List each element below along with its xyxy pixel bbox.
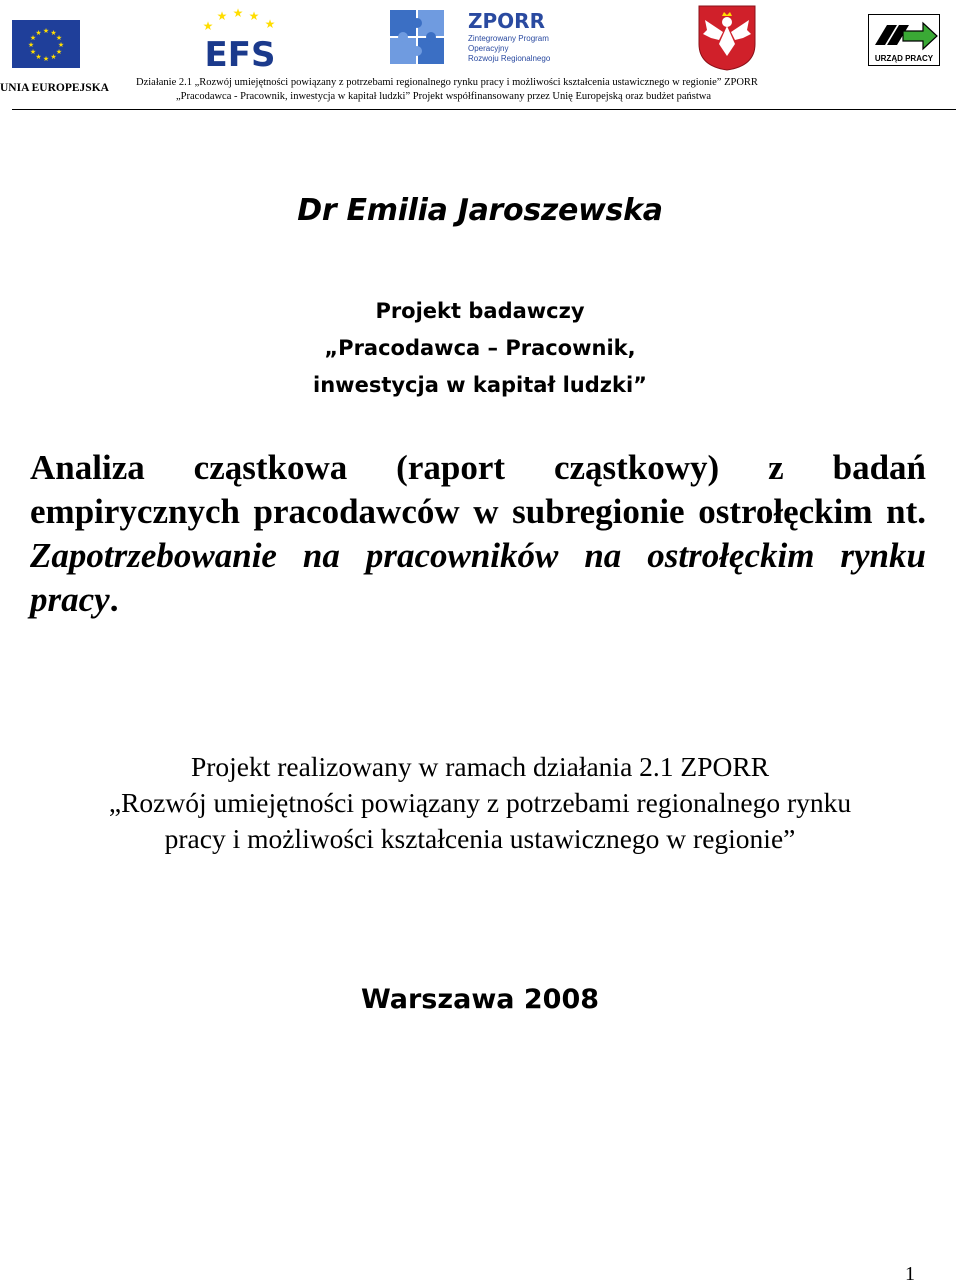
city-year: Warszawa 2008 <box>360 984 600 1015</box>
svg-text:★: ★ <box>216 9 228 23</box>
project-title-line-1: Projekt badawczy <box>375 299 585 323</box>
puzzle-icon <box>390 10 444 64</box>
eu-label: UNIA EUROPEJSKA <box>0 82 109 94</box>
author-name: Dr Emilia Jaroszewska <box>297 193 663 228</box>
zporr-sub-3: Rozwoju Regionalnego <box>468 54 551 63</box>
zporr-sub-2: Operacyjny <box>468 44 509 53</box>
coat-of-arms-logo <box>697 4 757 72</box>
zporr-sub-1: Zintegrowany Program <box>468 34 549 43</box>
svg-text:★: ★ <box>202 19 214 33</box>
svg-text:★: ★ <box>50 29 57 37</box>
header-project-line: „Pracodawca - Pracownik, inwestycja w kapitał ludzki” Projekt współfinansowany przez Unię Europejską oraz budżet państwa <box>176 91 712 102</box>
efs-logo <box>190 4 290 74</box>
project-title <box>0 293 960 404</box>
svg-text:★: ★ <box>29 34 37 42</box>
zporr-text: ZPORR <box>468 9 545 33</box>
svg-text:★: ★ <box>35 29 42 37</box>
header-divider <box>12 109 956 110</box>
svg-text:★: ★ <box>27 41 35 49</box>
svg-text:★: ★ <box>264 17 276 31</box>
svg-text:★: ★ <box>42 55 50 63</box>
eu-flag-logo <box>12 20 80 68</box>
svg-text:★: ★ <box>42 27 50 35</box>
svg-text:★: ★ <box>57 41 65 49</box>
svg-text:★: ★ <box>55 34 63 42</box>
eu-stars-icon <box>12 20 80 68</box>
page-number: 1 <box>905 1263 915 1285</box>
eagle-icon <box>697 4 757 72</box>
program-info <box>0 749 960 857</box>
urzad-pracy-logo <box>868 14 940 66</box>
svg-text:★: ★ <box>35 53 42 61</box>
svg-text:★: ★ <box>50 53 57 61</box>
analysis-title-regular: Analiza cząstkowa (raport cząstkowy) z badań empirycznych pracodawców w subregionie ostrołęckim nt. <box>30 448 926 531</box>
header-action-line: Działanie 2.1 „Rozwój umiejętności powiązany z potrzebami regionalnego rynku pracy i możliwości kształcenia ustawicznego w regionie” ZPORR <box>136 77 758 88</box>
analysis-title <box>30 446 926 622</box>
efs-stars-icon <box>203 6 276 33</box>
svg-text:★: ★ <box>29 48 37 56</box>
svg-text:★: ★ <box>55 48 63 56</box>
program-info-line-3: pracy i możliwości kształcenia ustawicznego w regionie” <box>164 823 796 854</box>
analysis-title-italic: Zapotrzebowanie na pracowników na ostrołęckim rynku pracy <box>30 536 926 619</box>
project-title-line-3: inwestycja w kapitał ludzki” <box>313 373 647 397</box>
svg-text:★: ★ <box>248 9 260 23</box>
program-info-line-2: „Rozwój umiejętności powiązany z potrzebami regionalnego rynku <box>108 787 852 818</box>
zporr-logo <box>388 4 558 70</box>
analysis-title-end: . <box>109 580 119 619</box>
arrow-icon <box>869 15 939 55</box>
svg-text:★: ★ <box>232 6 244 20</box>
efs-text: EFS <box>204 35 276 74</box>
urzad-pracy-label: URZĄD PRACY <box>874 54 934 63</box>
program-info-line-1: Projekt realizowany w ramach działania 2.1 ZPORR <box>190 751 770 782</box>
project-title-line-2: „Pracodawca – Pracownik, <box>324 336 636 360</box>
